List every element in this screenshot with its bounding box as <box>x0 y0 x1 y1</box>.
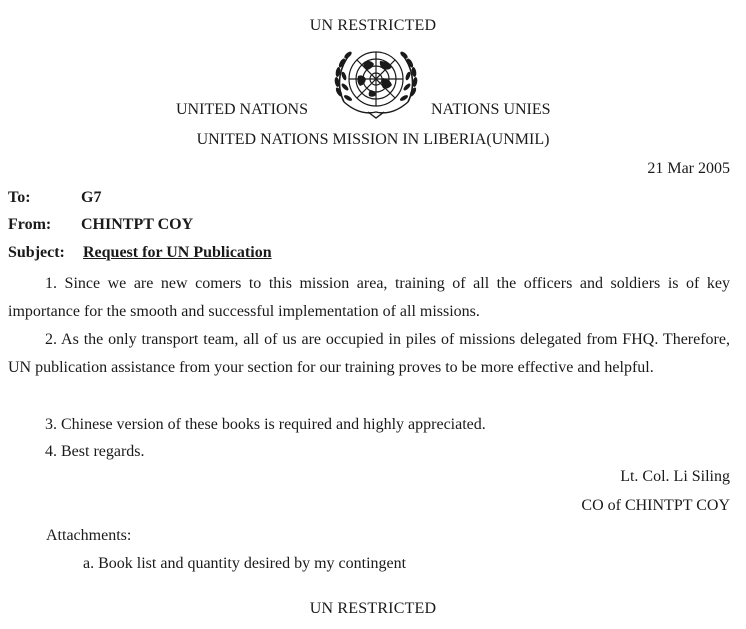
attachment-item: a. Book list and quantity desired by my contingent <box>83 555 407 572</box>
org-name-english: UNITED NATIONS <box>176 101 308 118</box>
subject-label: Subject: <box>8 244 65 261</box>
classification-top: UN RESTRICTED <box>309 17 437 34</box>
un-emblem-icon <box>328 42 424 124</box>
from-value: CHINTPT COY <box>81 216 194 233</box>
signatory-title: CO of CHINTPT COY <box>581 497 730 514</box>
paragraph-number: 4. <box>45 443 57 460</box>
to-value: G7 <box>81 189 102 206</box>
memo-date: 21 Mar 2005 <box>647 160 730 177</box>
paragraph-text: Since we are new comers to this mission area, training of all the officers and soldiers is of key importance for the smooth and successful implementation of all missions. <box>8 275 731 320</box>
org-name-french: NATIONS UNIES <box>431 101 551 118</box>
paragraph-3 <box>8 411 730 439</box>
signatory-name: Lt. Col. Li Siling <box>620 468 730 485</box>
subject-value: Request for UN Publication <box>83 244 272 261</box>
paragraph-text: Chinese version of these books is required and highly appreciated. <box>61 416 486 433</box>
paragraph-number: 2. <box>45 331 57 348</box>
to-label: To: <box>8 189 31 206</box>
paragraph-number: 3. <box>45 416 57 433</box>
classification-bottom: UN RESTRICTED <box>309 600 437 617</box>
mission-name: UNITED NATIONS MISSION IN LIBERIA(UNMIL) <box>196 131 550 148</box>
from-label: From: <box>8 216 52 233</box>
header-to-row <box>8 189 101 207</box>
paragraph-text: As the only transport team, all of us are occupied in piles of missions delegated from FHQ. Therefore, UN publication assistance from your section for our training proves to be more effective and helpful. <box>8 331 730 376</box>
paragraph-number: 1. <box>45 275 57 292</box>
paragraph-2 <box>8 326 730 381</box>
header-from-row <box>8 216 193 234</box>
attachments-heading: Attachments: <box>46 527 132 544</box>
header-subject-row <box>8 244 272 262</box>
paragraph-1 <box>8 270 730 325</box>
paragraph-4 <box>8 438 730 466</box>
paragraph-text: Best regards. <box>61 443 145 460</box>
